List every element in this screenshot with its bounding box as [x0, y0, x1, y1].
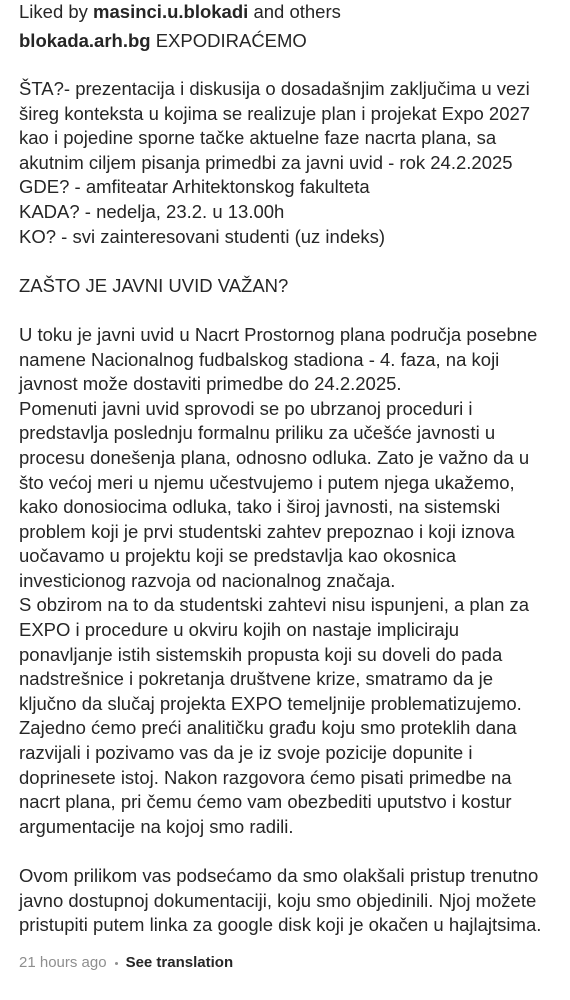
- caption-line: kao i pojedine sporne tačke aktuelne faze nacrta plana, sa: [19, 127, 497, 149]
- caption-header: [19, 29, 307, 53]
- liked-by-username[interactable]: masinci.u.blokadi: [93, 1, 249, 22]
- likes-prefix: Liked by: [19, 1, 88, 22]
- paragraph-gap: [19, 839, 559, 864]
- caption-line: predstavlja poslednju formalnu priliku za učešće javnosti u: [19, 422, 496, 444]
- caption-line: što većoj meri u njemu učestvujemo i putem njega ukažemo,: [19, 471, 515, 493]
- caption-line: EXPO i procedure u okviru kojih on nastaje impliciraju: [19, 619, 460, 641]
- caption-line: KO? - svi zainteresovani studenti (uz indeks): [19, 225, 386, 247]
- caption-paragraph: [19, 323, 559, 839]
- caption-text: [19, 77, 559, 938]
- caption-line: Ovom prilikom vas podsećamo da smo olakšali pristup trenutno: [19, 865, 539, 886]
- caption-paragraph: [19, 77, 559, 249]
- caption-line: procesu donešenja plana, odnosno odluka. Zato je važno da u: [19, 446, 530, 468]
- caption-line: akutnim ciljem pisanja primedbi za javni uvid - rok 24.2.2025: [19, 151, 513, 173]
- likes-suffix[interactable]: and others: [253, 1, 341, 22]
- caption-line: Zajedno ćemo preći analitičku građu koju smo proteklih dana: [19, 717, 517, 739]
- caption-paragraph: [19, 864, 559, 938]
- caption-line: razvijali i pozivamo vas da je iz svoje pozicije dopunite i: [19, 742, 473, 764]
- caption-line: ŠTA?- prezentacija i diskusija o dosadašnjim zaključima u vezi: [19, 78, 530, 99]
- caption-line: ponavljanje istih sistemskih propusta koji su doveli do pada: [19, 643, 503, 665]
- caption-line: U toku je javni uvid u Nacrt Prostornog plana područja posebne: [19, 323, 538, 345]
- caption-line: pristupiti putem linka za google disk koji je okačen u hajlajtsima.: [19, 914, 542, 936]
- caption-line: nacrt plana, pri čemu ćemo vam obezbediti uputstvo i kostur: [19, 791, 512, 813]
- caption-line: nadstrešnice i pokretanja društvene krize, smatramo da je: [19, 668, 494, 690]
- caption-headline: EXPODIRAĆEMO: [155, 30, 307, 51]
- caption-line: Pomenuti javni uvid sprovodi se po ubrzanoj proceduri i: [19, 397, 473, 419]
- post-footer: [19, 953, 233, 973]
- post-timestamp: 21 hours ago: [19, 954, 107, 971]
- caption-line: ključno da slučaj projekta EXPO temeljnije problematizujemo.: [19, 692, 522, 714]
- caption-line: investicionog razvoja od nacionalnog značaja.: [19, 569, 396, 591]
- caption-line: ZAŠTO JE JAVNI UVID VAŽAN?: [19, 274, 289, 296]
- caption-line: problem koji je prvi studentski zahtev prepoznao i koji iznova: [19, 520, 515, 542]
- caption-line: namene Nacionalnog fudbalskog stadiona - 4. faza, na koji: [19, 348, 500, 370]
- caption-line: uočavamo u projektu koji se predstavlja kao okosnica: [19, 545, 457, 567]
- caption-line: argumentacije na kojoj smo radili.: [19, 815, 294, 837]
- paragraph-gap: [19, 249, 559, 274]
- see-translation-link[interactable]: See translation: [125, 954, 234, 971]
- caption-line: S obzirom na to da studentski zahtevi nisu ispunjeni, a plan za: [19, 594, 530, 616]
- caption-line: GDE? - amfiteatar Arhitektonskog fakulteta: [19, 176, 370, 198]
- caption-username[interactable]: blokada.arh.bg: [19, 30, 151, 51]
- caption-paragraph: [19, 274, 559, 299]
- caption-line: javno dostupnoj dokumentaciji, koju smo objedinili. Njoj možete: [19, 889, 537, 911]
- likes-summary[interactable]: [19, 0, 341, 24]
- paragraph-gap: [19, 298, 559, 323]
- caption-line: kako donosiocima odluka, tako i široj javnosti, na sistemski: [19, 496, 501, 518]
- caption-line: šireg konteksta u kojima se realizuje plan i projekat Expo 2027: [19, 102, 531, 124]
- caption-line: doprinesete istoj. Nakon razgovora ćemo pisati primedbe na: [19, 766, 512, 788]
- separator-dot: [115, 962, 118, 965]
- caption-line: KADA? - nedelja, 23.2. u 13.00h: [19, 200, 285, 222]
- caption-line: javnost može dostaviti primedbe do 24.2.2025.: [19, 373, 402, 395]
